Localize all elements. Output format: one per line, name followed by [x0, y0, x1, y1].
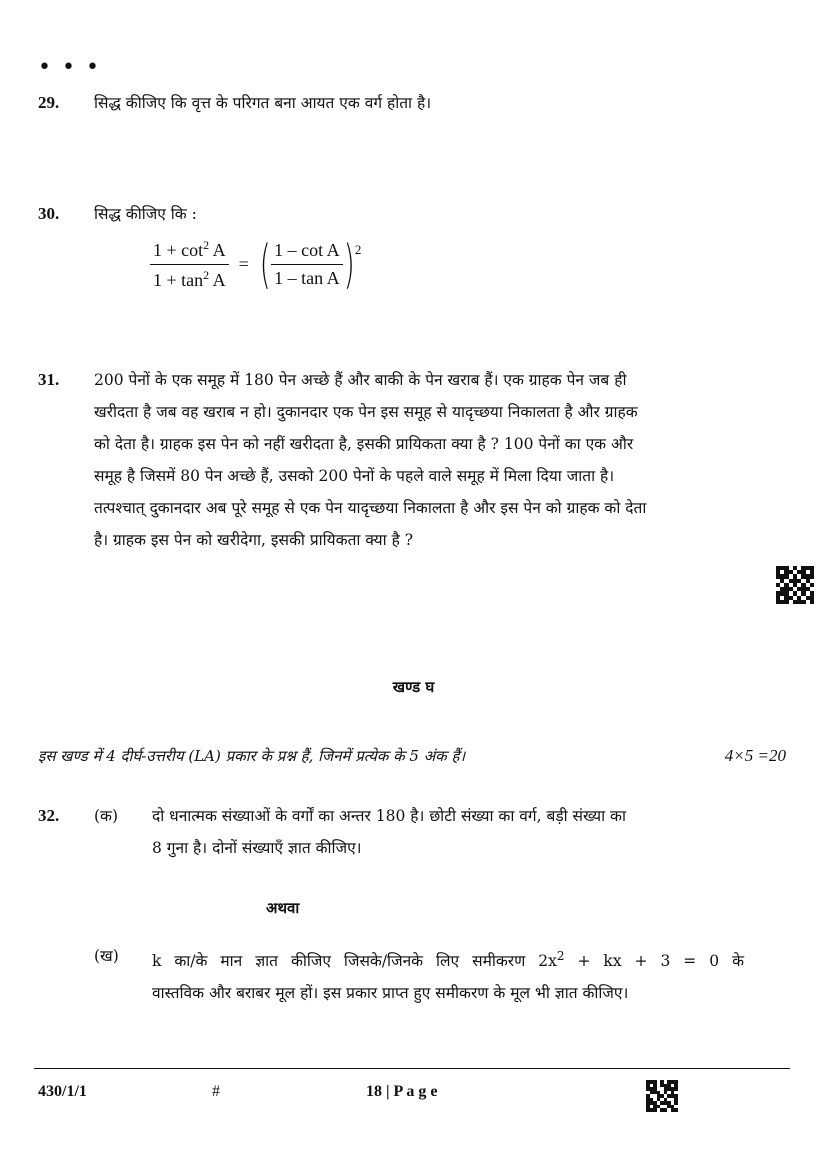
question-31-number: 31. — [38, 370, 60, 389]
option-a-line: दो धनात्मक संख्याओं के वर्गों का अन्तर 180 है। छोटी संख्या का वर्ग, बड़ी संख्या का — [152, 807, 626, 825]
option-b-line: k का/के मान ज्ञात कीजिए जिसके/जिनके लिए समीकरण $2x^2$ + kx + 3 = 0 के — [152, 949, 744, 971]
open-paren: ( — [259, 234, 271, 295]
section-marks: 4×5 =20 — [724, 746, 786, 765]
footer-qr-code-icon — [646, 1080, 678, 1112]
ellipsis-marker: • • • — [38, 55, 101, 80]
rhs-fraction — [271, 240, 343, 289]
option-a-label: (क) — [94, 807, 118, 825]
lhs-numerator: 1 + cot — [153, 240, 204, 260]
option-b-line: वास्तविक और बराबर मूल हों। इस प्रकार प्राप्त हुए समीकरण के मूल भी ज्ञात कीजिए। — [152, 984, 629, 1003]
question-30-number: 30. — [38, 204, 60, 223]
question-29-text: सिद्ध कीजिए कि वृत्त के परिगत बना आयत एक वर्ग होता है। — [94, 94, 432, 112]
option-a-line: 8 गुना है। दोनों संख्याएँ ज्ञात कीजिए। — [152, 839, 362, 857]
question-31-line: को देता है। ग्राहक इस पेन को नहीं खरीदता है, इसकी प्रायिकता क्या है ? 100 पेनों का एक और — [94, 435, 634, 453]
footer-divider — [34, 1068, 790, 1069]
equals-sign: = — [238, 254, 249, 274]
or-label: अथवा — [266, 899, 300, 917]
section-title: खण्ड घ — [392, 678, 435, 696]
option-b-text — [152, 940, 744, 1009]
question-30-text: सिद्ध कीजिए कि : — [94, 205, 197, 223]
lhs-fraction: $\frac{1 + \cot^2 A}{1 + \tan^2 A}$ — [150, 238, 229, 291]
close-paren: ) — [343, 234, 355, 295]
rhs-denominator: 1 – tan A — [274, 268, 340, 288]
rhs-exponent: 2 — [354, 242, 362, 257]
question-32-number: 32. — [38, 806, 60, 825]
question-31-text — [94, 364, 744, 556]
page-number: 18 | P a g e — [366, 1083, 438, 1100]
footer-hash: # — [212, 1083, 220, 1100]
rhs-numerator: 1 – cot A — [271, 240, 343, 265]
option-b-label: (ख) — [94, 947, 119, 965]
question-31-line: है। ग्राहक इस पेन को खरीदेगा, इसकी प्रायिकता क्या है ? — [94, 531, 414, 549]
lhs-denominator: 1 + tan — [153, 270, 204, 290]
question-31-line: समूह है जिसमें 80 पेन अच्छे हैं, उसको 200 पेनों के पहले वाले समूह में मिला दिया जाता है। — [94, 467, 615, 485]
paper-code: 430/1/1 — [38, 1083, 87, 1100]
section-instruction: इस खण्ड में 4 दीर्घ-उत्तरीय (LA) प्रकार के प्रश्न हैं, जिनमें प्रत्येक के 5 अंक हैं। — [38, 747, 466, 765]
question-29-number: 29. — [38, 93, 60, 112]
option-a-text — [152, 800, 744, 864]
trig-identity-equation — [150, 234, 362, 295]
qr-code-icon — [776, 566, 814, 604]
question-31-line: 200 पेनों के एक समूह में 180 पेन अच्छे हैं और बाकी के पेन खराब हैं। एक ग्राहक पेन जब ही — [94, 371, 627, 389]
question-31-line: तत्पश्चात् दुकानदार अब पूरे समूह से एक पेन यादृच्छया निकालता है और इस पेन को ग्राहक को देता — [94, 499, 647, 517]
question-31-line: खरीदता है जब वह खराब न हो। दुकानदार एक पेन इस समूह से यादृच्छया निकालता है और ग्राहक — [94, 403, 638, 421]
